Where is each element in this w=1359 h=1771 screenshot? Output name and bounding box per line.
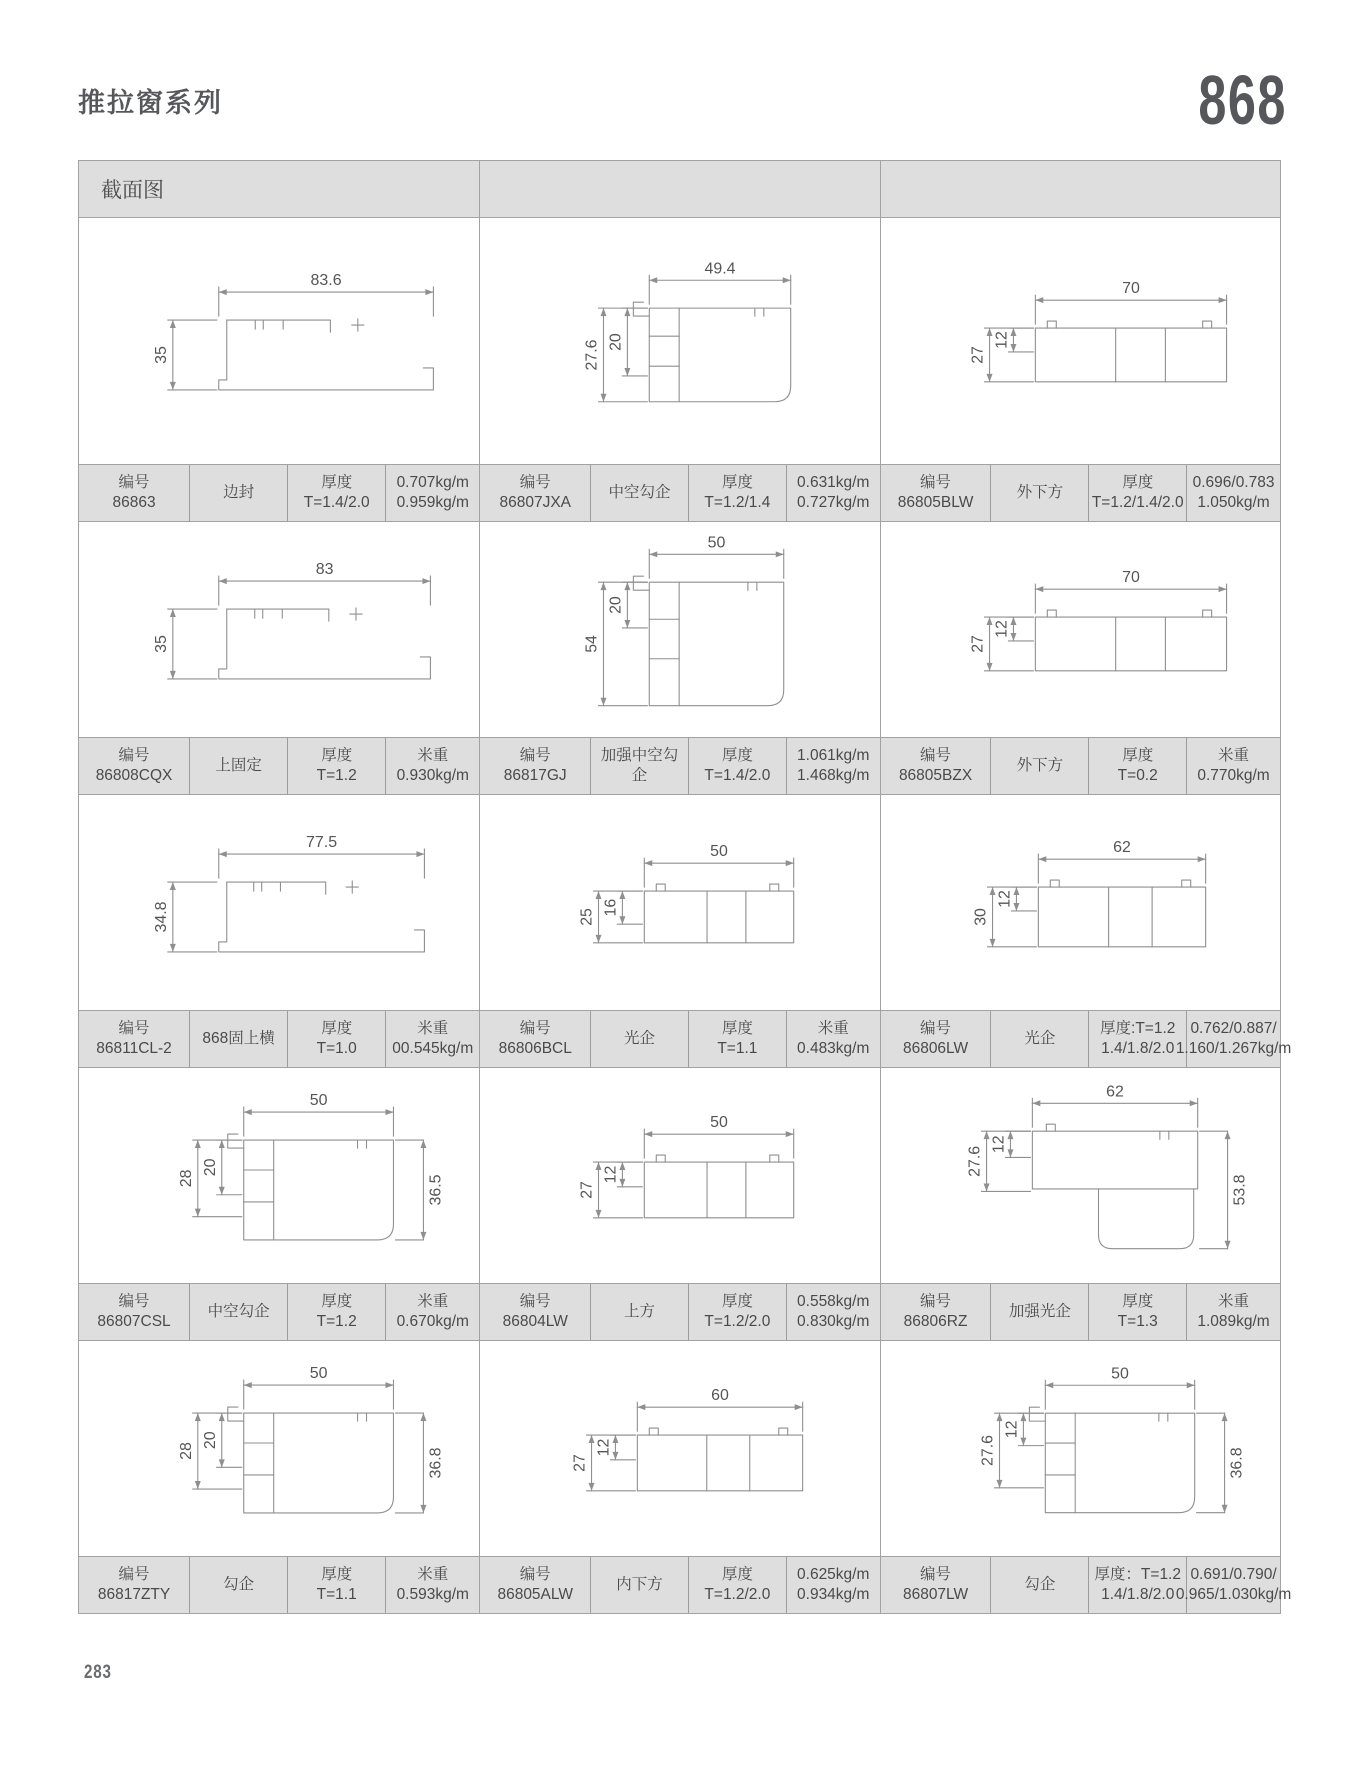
thickness-label: 厚度 — [721, 747, 753, 764]
profile-name: 外下方 — [1016, 484, 1064, 501]
code-label: 编号 — [920, 747, 952, 764]
spec-strip — [480, 1283, 879, 1340]
profile-cell-86804LW — [479, 1068, 879, 1340]
code-label: 编号 — [118, 747, 150, 764]
profile-name: 上方 — [624, 1303, 656, 1320]
dimension-label: 35 — [152, 635, 170, 653]
thickness-label: 厚度 — [1122, 1293, 1154, 1310]
thickness-cell — [688, 738, 786, 794]
weight-line1: 0.691/0.790/ — [1190, 1566, 1277, 1583]
table-header-row — [79, 161, 1280, 217]
profile-table — [78, 160, 1292, 1614]
dimension-label: 12 — [1003, 1420, 1021, 1439]
profile-name: 外下方 — [1016, 757, 1064, 774]
spec-strip — [881, 1010, 1292, 1067]
dimension-label: 27.6 — [583, 339, 601, 371]
weight-line2: 1.089kg/m — [1197, 1313, 1270, 1330]
weight-line2: 0.483kg/m — [797, 1040, 870, 1057]
code-cell — [881, 1557, 991, 1613]
code-label: 编号 — [920, 474, 952, 491]
dimension-label: 12 — [602, 1165, 620, 1184]
thickness-label: 厚度 — [321, 1020, 353, 1037]
code-value: 86817GJ — [503, 767, 567, 784]
section-drawing — [480, 1068, 879, 1283]
thickness-cell — [688, 1557, 786, 1613]
section-drawing — [881, 522, 1280, 737]
code-value: 86811CL-2 — [96, 1040, 172, 1057]
section-header: 截面图 — [101, 179, 164, 202]
thickness-cell — [287, 1011, 385, 1067]
profile-cell-86807JXA — [479, 218, 879, 521]
thickness-value: T=1.2/2.0 — [704, 1586, 771, 1603]
spec-strip — [881, 1283, 1280, 1340]
section-drawing — [79, 1341, 479, 1556]
weight-line2: 1.160/1.267kg/m — [1175, 1040, 1292, 1057]
dimension-label: 12 — [595, 1438, 613, 1457]
weight-cell — [385, 1557, 479, 1613]
name-cell — [990, 465, 1088, 521]
code-cell — [79, 465, 189, 521]
code-label: 编号 — [519, 1020, 551, 1037]
code-cell — [881, 465, 991, 521]
thickness-label: 厚度 — [721, 1020, 753, 1037]
weight-cell — [385, 465, 479, 521]
code-cell — [79, 1011, 189, 1067]
thickness-cell — [1088, 1011, 1186, 1067]
weight-line1: 0.558kg/m — [797, 1293, 870, 1310]
code-value: 86807LW — [902, 1586, 969, 1603]
thickness-label: 厚度 — [721, 1293, 753, 1310]
code-label: 编号 — [519, 1293, 551, 1310]
weight-cell — [1175, 1557, 1292, 1613]
profile-name: 中空勾企 — [608, 484, 671, 501]
code-value: 86806LW — [902, 1040, 969, 1057]
weight-line2: 1.050kg/m — [1197, 494, 1270, 511]
code-value: 86805BLW — [897, 494, 974, 511]
dimension-label: 83.6 — [310, 272, 342, 290]
code-value: 86863 — [112, 494, 156, 511]
thickness-cell — [287, 465, 385, 521]
code-label: 编号 — [920, 1293, 952, 1310]
code-label: 编号 — [920, 1566, 952, 1583]
section-drawing — [79, 795, 479, 1010]
spec-strip — [480, 737, 879, 794]
dimension-label: 54 — [583, 635, 601, 653]
section-drawing — [79, 1068, 479, 1283]
code-value: 86804LW — [502, 1313, 568, 1330]
weight-cell — [786, 1557, 880, 1613]
thickness-value: T=1.2 — [316, 767, 357, 784]
weight-line2: 0.593kg/m — [396, 1586, 469, 1603]
profile-row — [79, 217, 1280, 521]
spec-strip — [79, 464, 479, 521]
page-number: 283 — [84, 1662, 112, 1683]
code-cell — [79, 738, 189, 794]
weight-line1: 米重 — [1218, 1293, 1250, 1310]
thickness-label: 厚度：T=1.2 — [1094, 1566, 1181, 1583]
code-cell — [881, 1011, 991, 1067]
code-label: 编号 — [519, 747, 551, 764]
name-cell — [990, 1011, 1088, 1067]
code-cell — [79, 1557, 189, 1613]
section-drawing — [881, 1068, 1280, 1283]
dimension-label: 20 — [607, 333, 625, 351]
code-cell — [480, 1011, 590, 1067]
profile-cell-86805BZX — [880, 522, 1280, 794]
section-drawing — [881, 1341, 1280, 1556]
thickness-label: 厚度 — [321, 747, 353, 764]
thickness-label: 厚度 — [721, 1566, 753, 1583]
weight-cell — [786, 1011, 880, 1067]
weight-line2: 0.934kg/m — [797, 1586, 870, 1603]
code-label: 编号 — [920, 1020, 952, 1037]
name-cell — [590, 1284, 688, 1340]
code-cell — [480, 465, 590, 521]
section-drawing — [480, 522, 879, 737]
weight-line1: 米重 — [417, 1566, 449, 1583]
profile-name: 勾企 — [223, 1576, 255, 1593]
dimension-label: 20 — [201, 1158, 219, 1177]
spec-strip — [881, 464, 1280, 521]
name-cell — [189, 1557, 287, 1613]
profile-cell-86805ALW — [479, 1341, 879, 1613]
dimension-label: 27.6 — [979, 1434, 997, 1466]
header-cell-empty — [479, 161, 879, 217]
weight-line2: 0.965/1.030kg/m — [1175, 1586, 1292, 1603]
weight-line1: 米重 — [417, 1020, 449, 1037]
profile-cell-86806RZ — [880, 1068, 1280, 1340]
section-drawing — [79, 522, 479, 737]
weight-cell — [1186, 1284, 1280, 1340]
spec-strip — [480, 464, 879, 521]
weight-line1: 0.625kg/m — [797, 1566, 870, 1583]
weight-line1: 米重 — [417, 747, 449, 764]
section-header-cell — [79, 161, 479, 217]
dimension-label: 27 — [969, 635, 987, 653]
dimension-label: 70 — [1121, 280, 1140, 298]
weight-line1: 米重 — [817, 1020, 849, 1037]
code-value: 86805BZX — [898, 767, 973, 784]
profile-cell-86811CL-2 — [79, 795, 479, 1067]
dimension-label: 83 — [315, 561, 334, 579]
thickness-value: T=1.4/2.0 — [704, 767, 771, 784]
code-value: 86817ZTY — [97, 1586, 171, 1603]
dimension-label: 50 — [309, 1365, 328, 1383]
thickness-cell — [287, 738, 385, 794]
weight-cell — [1186, 738, 1280, 794]
code-label: 编号 — [118, 474, 150, 491]
section-drawing — [480, 218, 879, 464]
thickness-value: T=0.2 — [1117, 767, 1158, 784]
thickness-label: 厚度 — [321, 474, 353, 491]
thickness-value: T=1.1 — [717, 1040, 758, 1057]
thickness-value: T=1.0 — [316, 1040, 357, 1057]
profile-name: 868固上横 — [202, 1030, 275, 1047]
page-title: 推拉窗系列 — [78, 87, 223, 118]
profile-name: 内下方 — [616, 1576, 663, 1593]
thickness-label: 厚度 — [321, 1566, 353, 1583]
name-cell — [590, 738, 688, 794]
dimension-label: 70 — [1121, 569, 1140, 587]
dimension-label: 35 — [152, 346, 170, 364]
weight-line1: 米重 — [1218, 747, 1250, 764]
dimension-label: 77.5 — [306, 834, 338, 852]
profile-row — [79, 521, 1280, 794]
name-cell — [590, 465, 688, 521]
thickness-label: 厚度 — [1122, 474, 1154, 491]
thickness-label: 厚度 — [1122, 747, 1154, 764]
thickness-cell — [287, 1284, 385, 1340]
weight-cell — [1186, 465, 1280, 521]
dimension-label: 62 — [1105, 1083, 1124, 1101]
dimension-label: 36.5 — [427, 1174, 445, 1206]
dimension-label: 25 — [578, 908, 596, 926]
weight-line2: 0.930kg/m — [396, 767, 469, 784]
weight-cell — [786, 738, 880, 794]
thickness-cell — [1088, 1557, 1186, 1613]
name-cell — [590, 1557, 688, 1613]
profile-name: 光企 — [1024, 1030, 1056, 1047]
code-label: 编号 — [519, 1566, 551, 1583]
code-cell — [480, 1557, 590, 1613]
header-cell-empty — [880, 161, 1280, 217]
thickness-cell — [688, 1284, 786, 1340]
profile-name: 上固定 — [215, 757, 262, 774]
spec-strip — [881, 1556, 1292, 1613]
profile-cell-86807CSL — [79, 1068, 479, 1340]
profile-cell-86806BCL — [479, 795, 879, 1067]
thickness-cell — [688, 1011, 786, 1067]
profile-cell-86817GJ — [479, 522, 879, 794]
name-cell — [990, 738, 1088, 794]
thickness-value: T=1.1 — [316, 1586, 357, 1603]
dimension-label: 28 — [177, 1442, 195, 1460]
thickness-value: T=1.3 — [1117, 1313, 1158, 1330]
dimension-label: 12 — [996, 890, 1014, 908]
section-drawing — [881, 795, 1280, 1010]
profile-name: 加强光企 — [1008, 1303, 1071, 1320]
weight-line1: 0.707kg/m — [396, 474, 469, 491]
section-drawing — [881, 218, 1280, 464]
weight-line1: 1.061kg/m — [797, 747, 870, 764]
thickness-cell — [1088, 738, 1186, 794]
thickness-cell — [1088, 465, 1186, 521]
profile-name: 边封 — [223, 484, 255, 501]
profile-name: 加强中空勾企 — [600, 747, 679, 784]
profile-row — [79, 1340, 1292, 1613]
weight-line2: 00.545kg/m — [392, 1040, 474, 1057]
code-cell — [480, 1284, 590, 1340]
name-cell — [990, 1284, 1088, 1340]
code-label: 编号 — [118, 1566, 150, 1583]
name-cell — [189, 1284, 287, 1340]
dimension-label: 27.6 — [966, 1145, 984, 1177]
dimension-label: 12 — [993, 331, 1011, 349]
dimension-label: 27 — [969, 346, 987, 364]
name-cell — [590, 1011, 688, 1067]
section-drawing — [79, 218, 479, 464]
dimension-label: 27 — [578, 1181, 596, 1199]
thickness-cell — [1088, 1284, 1186, 1340]
weight-line2: 0.959kg/m — [396, 494, 469, 511]
code-cell — [480, 738, 590, 794]
thickness-label: 厚度:T=1.2 — [1100, 1020, 1176, 1037]
name-cell — [189, 465, 287, 521]
code-value: 86806BCL — [498, 1040, 572, 1057]
thickness-label: 厚度 — [321, 1293, 353, 1310]
thickness-cell — [287, 1557, 385, 1613]
name-cell — [189, 1011, 287, 1067]
dimension-label: 50 — [710, 843, 729, 861]
weight-cell — [385, 1284, 479, 1340]
spec-strip — [79, 1010, 479, 1067]
dimension-label: 50 — [309, 1092, 328, 1110]
profile-cell-86806LW — [880, 795, 1292, 1067]
weight-line1: 0.631kg/m — [797, 474, 870, 491]
profile-name: 光企 — [624, 1030, 656, 1047]
dimension-label: 60 — [711, 1387, 730, 1405]
profile-cell-86805BLW — [880, 218, 1280, 521]
spec-strip — [79, 1283, 479, 1340]
code-label: 编号 — [118, 1293, 150, 1310]
thickness-value: T=1.2 — [316, 1313, 357, 1330]
thickness-value: 1.4/1.8/2.0 — [1101, 1586, 1175, 1603]
thickness-value: T=1.2/1.4/2.0 — [1091, 494, 1184, 511]
profile-cell-86808CQX — [79, 522, 479, 794]
weight-line1: 米重 — [417, 1293, 449, 1310]
code-label: 编号 — [519, 474, 551, 491]
code-cell — [79, 1284, 189, 1340]
weight-cell — [786, 1284, 880, 1340]
thickness-cell — [688, 465, 786, 521]
dimension-label: 50 — [710, 1114, 729, 1132]
dimension-label: 62 — [1112, 839, 1131, 857]
dimension-label: 12 — [990, 1135, 1008, 1154]
dimension-label: 12 — [993, 620, 1011, 638]
code-value: 86807CSL — [97, 1313, 171, 1330]
profile-name: 勾企 — [1024, 1576, 1056, 1593]
profile-name: 中空勾企 — [207, 1303, 270, 1320]
weight-cell — [786, 465, 880, 521]
dimension-label: 16 — [602, 898, 620, 917]
spec-strip — [79, 737, 479, 794]
dimension-label: 49.4 — [704, 260, 736, 278]
code-value: 86806RZ — [903, 1313, 968, 1330]
profile-row — [79, 794, 1292, 1067]
name-cell — [189, 738, 287, 794]
spec-strip — [480, 1556, 879, 1613]
model-number: 868 — [1198, 61, 1287, 139]
thickness-value: T=1.4/2.0 — [303, 494, 370, 511]
dimension-label: 20 — [201, 1431, 219, 1450]
thickness-label: 厚度 — [721, 474, 753, 491]
section-drawing — [480, 1341, 879, 1556]
spec-strip — [480, 1010, 879, 1067]
spec-strip — [79, 1556, 479, 1613]
dimension-label: 50 — [1110, 1365, 1129, 1383]
dimension-label: 20 — [607, 596, 625, 614]
page-header — [78, 61, 1287, 139]
code-value: 86805ALW — [497, 1586, 573, 1603]
code-value: 86807JXA — [499, 494, 571, 511]
thickness-value: T=1.2/1.4 — [704, 494, 771, 511]
weight-line2: 1.468kg/m — [797, 767, 870, 784]
code-label: 编号 — [118, 1020, 150, 1037]
section-drawing — [480, 795, 879, 1010]
weight-line1: 0.762/0.887/ — [1190, 1020, 1277, 1037]
weight-cell — [1175, 1011, 1292, 1067]
dimension-label: 50 — [707, 534, 726, 552]
profile-cell-86863 — [79, 218, 479, 521]
dimension-label: 30 — [972, 908, 990, 926]
dimension-label: 36.8 — [427, 1447, 445, 1479]
profile-cell-86817ZTY — [79, 1341, 479, 1613]
weight-line2: 0.727kg/m — [797, 494, 870, 511]
name-cell — [990, 1557, 1088, 1613]
dimension-label: 53.8 — [1231, 1174, 1249, 1206]
spec-strip — [881, 737, 1280, 794]
code-cell — [881, 1284, 991, 1340]
code-cell — [881, 738, 991, 794]
profile-row — [79, 1067, 1280, 1340]
weight-line2: 0.770kg/m — [1197, 767, 1270, 784]
dimension-label: 27 — [571, 1454, 589, 1472]
weight-line1: 0.696/0.783 — [1192, 474, 1275, 491]
weight-cell — [385, 738, 479, 794]
thickness-value: 1.4/1.8/2.0 — [1101, 1040, 1175, 1057]
dimension-label: 36.8 — [1228, 1447, 1246, 1479]
dimension-label: 28 — [177, 1169, 195, 1188]
profile-cell-86807LW — [880, 1341, 1292, 1613]
weight-cell — [385, 1011, 479, 1067]
weight-line2: 0.670kg/m — [396, 1313, 469, 1330]
dimension-label: 34.8 — [152, 901, 170, 933]
code-value: 86808CQX — [95, 767, 173, 784]
weight-line2: 0.830kg/m — [797, 1313, 870, 1330]
thickness-value: T=1.2/2.0 — [704, 1313, 771, 1330]
